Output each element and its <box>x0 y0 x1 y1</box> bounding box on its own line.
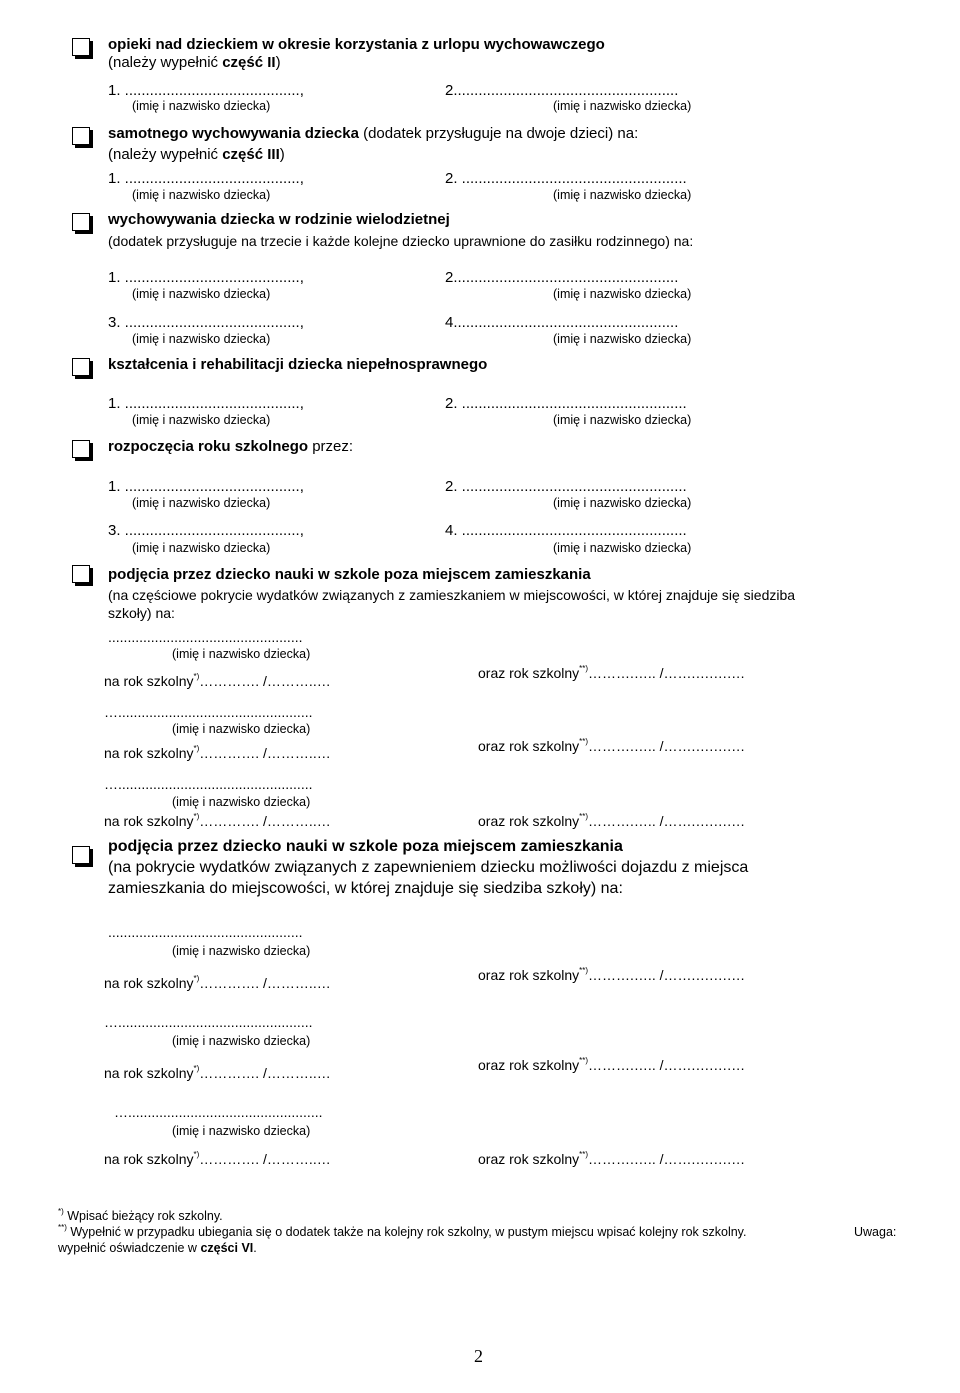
caption: (imię i nazwisko dziecka) <box>553 541 692 555</box>
school-year-line[interactable]: na rok szkolny*)…………. /………..… <box>104 1064 331 1081</box>
child-line-4[interactable]: 4. ...................................................... <box>445 522 687 539</box>
caption: (imię i nazwisko dziecka) <box>172 795 311 809</box>
caption: (imię i nazwisko dziecka) <box>172 647 311 661</box>
caption: (imię i nazwisko dziecka) <box>132 188 271 202</box>
child-line-2[interactable]: 2. ...................................................... <box>445 395 687 412</box>
caption: (imię i nazwisko dziecka) <box>553 188 692 202</box>
section-note: (na pokrycie wydatków związanych z zapewnieniem dziecku możliwości dojazdu z miejsca <box>108 859 749 876</box>
checkbox-nauka-zamieszkanie[interactable] <box>72 565 90 583</box>
caption: (imię i nazwisko dziecka) <box>132 99 271 113</box>
child-name-line[interactable]: ….................................................. <box>104 776 313 792</box>
footnote-3: wypełnić oświadczenie w części VI. <box>58 1241 257 1255</box>
page-number: 2 <box>474 1346 483 1366</box>
section-note: (należy wypełnić część II) <box>108 54 281 71</box>
next-school-year-line[interactable]: oraz rok szkolny**)……….….. /…….….….… <box>478 812 746 829</box>
caption: (imię i nazwisko dziecka) <box>553 413 692 427</box>
footnote-1: *) Wpisać bieżący rok szkolny. <box>58 1206 223 1223</box>
footnote-2: **) Wypełnić w przypadku ubiegania się o dodatek także na kolejny rok szkolny, w pustym miejscu wpisać kolejny rok szkolny. <box>58 1222 747 1239</box>
caption: (imię i nazwisko dziecka) <box>172 944 311 958</box>
checkbox-wielodzietna[interactable] <box>72 213 90 231</box>
caption: (imię i nazwisko dziecka) <box>132 541 271 555</box>
next-school-year-line[interactable]: oraz rok szkolny**)……….….. /…….….….… <box>478 1056 746 1073</box>
checkbox-rok-szkolny[interactable] <box>72 440 90 458</box>
section-title: samotnego wychowywania dziecka (dodatek przysługuje na dwoje dzieci) na: <box>108 125 639 142</box>
checkbox-samotne[interactable] <box>72 127 90 145</box>
checkbox-nauka-dojazd[interactable] <box>72 846 90 864</box>
section-title: podjęcia przez dziecko nauki w szkole poza miejscem zamieszkania <box>108 838 623 855</box>
child-name-line[interactable]: ….................................................. <box>114 1104 323 1120</box>
caption: (imię i nazwisko dziecka) <box>553 496 692 510</box>
caption: (imię i nazwisko dziecka) <box>553 99 692 113</box>
caption: (imię i nazwisko dziecka) <box>553 332 692 346</box>
child-line-2[interactable]: 2...................................................... <box>445 82 679 99</box>
section-note: szkoły) na: <box>108 605 175 621</box>
caption: (imię i nazwisko dziecka) <box>132 496 271 510</box>
section-note: zamieszkania do miejscowości, w której znajduje się siedziba szkoły) na: <box>108 880 623 897</box>
child-name-line[interactable]: .................................................. <box>108 924 303 940</box>
child-line-1[interactable]: 1. .........................................., <box>108 395 304 412</box>
child-line-2[interactable]: 2...................................................... <box>445 269 679 286</box>
child-line-3[interactable]: 3. .........................................., <box>108 314 304 331</box>
caption: (imię i nazwisko dziecka) <box>172 1034 311 1048</box>
school-year-line[interactable]: na rok szkolny*)…………. /………..… <box>104 672 331 689</box>
child-name-line[interactable]: .................................................. <box>108 629 303 645</box>
next-school-year-line[interactable]: oraz rok szkolny**)……….….. /…….….….… <box>478 664 746 681</box>
checkbox-opieka[interactable] <box>72 38 90 56</box>
child-name-line[interactable]: ….................................................. <box>104 704 313 720</box>
caption: (imię i nazwisko dziecka) <box>132 413 271 427</box>
child-name-line[interactable]: ….................................................. <box>104 1014 313 1030</box>
caption: (imię i nazwisko dziecka) <box>172 722 311 736</box>
child-line-1[interactable]: 1. .........................................., <box>108 170 304 187</box>
checkbox-ksztalcenie[interactable] <box>72 358 90 376</box>
child-line-2[interactable]: 2. ...................................................... <box>445 478 687 495</box>
caption: (imię i nazwisko dziecka) <box>132 332 271 346</box>
section-title: podjęcia przez dziecko nauki w szkole poza miejscem zamieszkania <box>108 566 591 583</box>
section-note: (dodatek przysługuje na trzecie i każde kolejne dziecko uprawnione do zasiłku rodzinnego) na: <box>108 233 694 249</box>
child-line-1[interactable]: 1. .........................................., <box>108 478 304 495</box>
caption: (imię i nazwisko dziecka) <box>132 287 271 301</box>
section-title: kształcenia i rehabilitacji dziecka niepełnosprawnego <box>108 356 488 373</box>
section-title: wychowywania dziecka w rodzinie wielodzietnej <box>108 211 450 228</box>
child-line-2[interactable]: 2. ...................................................... <box>445 170 687 187</box>
caption: (imię i nazwisko dziecka) <box>172 1124 311 1138</box>
section-note: (na częściowe pokrycie wydatków związanych z zamieszkaniem w miejscowości, w której znajduje się siedziba <box>108 587 796 603</box>
school-year-line[interactable]: na rok szkolny*)…………. /………..… <box>104 812 331 829</box>
section-title: opieki nad dzieckiem w okresie korzystania z urlopu wychowawczego <box>108 36 605 53</box>
school-year-line[interactable]: na rok szkolny*)…………. /………..… <box>104 974 331 991</box>
child-line-3[interactable]: 3. .........................................., <box>108 522 304 539</box>
footnote-uwaga: Uwaga: <box>854 1225 897 1239</box>
child-line-1[interactable]: 1. .........................................., <box>108 82 304 99</box>
child-line-1[interactable]: 1. .........................................., <box>108 269 304 286</box>
section-title: rozpoczęcia roku szkolnego przez: <box>108 438 354 455</box>
school-year-line[interactable]: na rok szkolny*)…………. /………..… <box>104 744 331 761</box>
child-line-4[interactable]: 4...................................................... <box>445 314 679 331</box>
next-school-year-line[interactable]: oraz rok szkolny**)……….….. /…….….….… <box>478 966 746 983</box>
caption: (imię i nazwisko dziecka) <box>553 287 692 301</box>
next-school-year-line[interactable]: oraz rok szkolny**)……….….. /…….….….… <box>478 1150 746 1167</box>
school-year-line[interactable]: na rok szkolny*)…………. /………..… <box>104 1150 331 1167</box>
section-note: (należy wypełnić część III) <box>108 146 285 163</box>
next-school-year-line[interactable]: oraz rok szkolny**)……….….. /…….….….… <box>478 737 746 754</box>
